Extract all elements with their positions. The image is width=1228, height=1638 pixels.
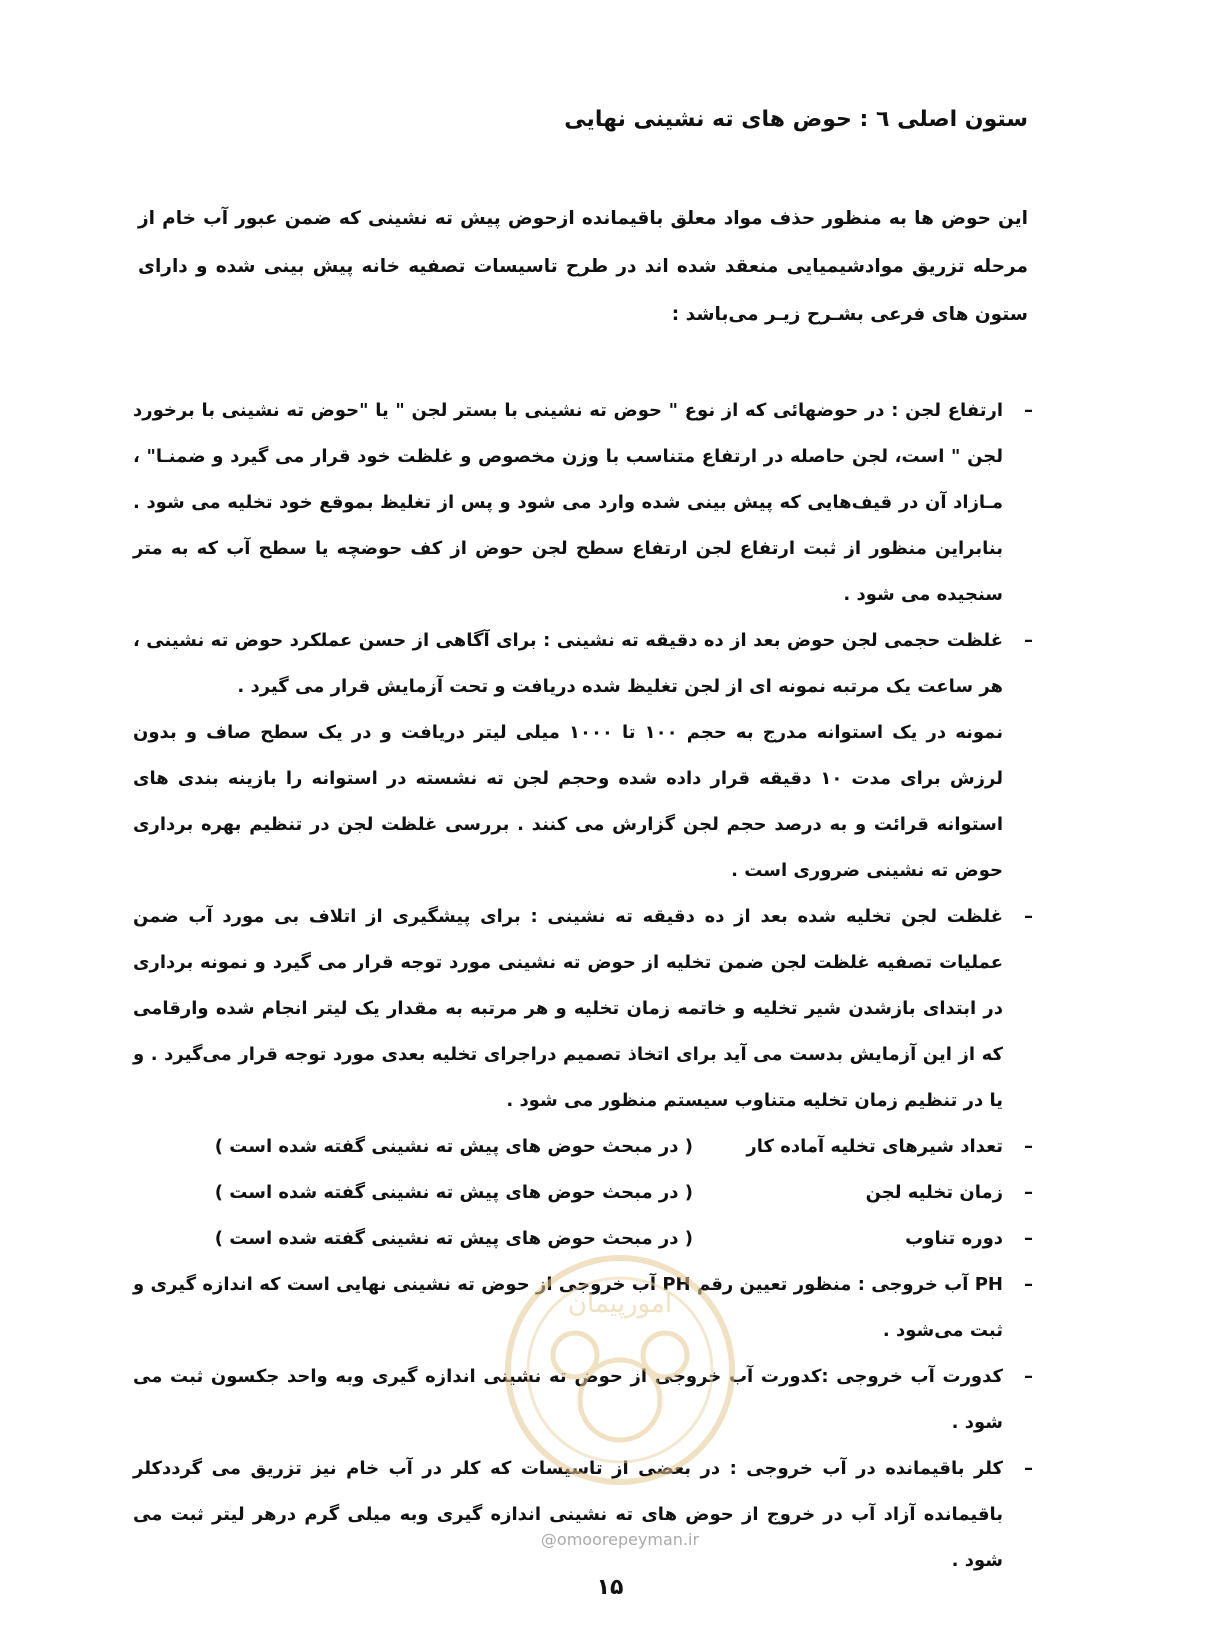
item-text: کدورت آب خروجی :کدورت آب خروجی از حوض ته نشینی اندازه گیری وبه واحد جکسون ثبت می شود . (133, 1366, 1003, 1433)
item-reference: ( در مبحث حوض های پیش ته نشینی گفته شده است ) (214, 1182, 693, 1203)
intro-paragraph: این حوض ها به منظور حذف مواد معلق باقیمانده ازحوض پیش ته نشینی که ضمن عبور آب خام از مرحله تزریق موادشیمیایی منعقد شده اند در طرح تاسیسات تصفیه خانه پیش بینی شده و دارای ستون های فرعی بشـرح زیـر می‌باشد : (138, 208, 1028, 325)
dash-bullet: – (1024, 1458, 1033, 1479)
item-label: زمان تخلیه لجن (865, 1182, 1003, 1203)
item-text: کلر باقیمانده در آب خروجی : در بعضی از تاسیسات که کلر در آب خام نیز تزریق می گرددکلر باقیمانده آزاد آب در خروج از حوض های ته نشینی اندازه گیری وبه میلی گرم درهر لیتر ثبت می شود . (133, 1458, 1003, 1571)
site-url: @omoorepeyman.ir (540, 1530, 700, 1549)
page-number: ١۵ (596, 1575, 624, 1600)
list-item (133, 1170, 1033, 1216)
item-text: غلظت لجن تخلیه شده بعد از ده دقیقه ته نشینی : برای پیشگیری از اتلاف بی مورد آب ضمن عملیات تصفیه غلظت لجن ضمن تخلیه از حوض ته نشینی مورد توجه قرار می گیرد و نمونه برداری در ابتدای بازشدن شیر تخلیه و خاتمه زمان تخلیه و هر مرتبه به مقدار یک لیتر انجام شده وارقامی که از این آزمایش بدست می آید برای اتخاذ تصمیم دراجرای تخلیه بعدی مورد توجه قرار می‌گیرد . و یا در تنظیم زمان تخلیه متناوب سیستم منظور می شود . (133, 906, 1003, 1111)
dash-bullet: – (1024, 1366, 1033, 1387)
section-heading: ستون اصلی ٦ : حوض های ته نشینی نهایی (564, 107, 1028, 132)
watermark-seal (500, 1250, 740, 1490)
dash-bullet: – (1024, 1228, 1033, 1249)
list-item (133, 388, 1033, 618)
list-item (133, 894, 1033, 1124)
item-text: PH آب خروجی : منظور تعیین رقم PH آب خروجی از حوض ته نشینی نهایی است که اندازه گیری و ثبت می‌شود . (133, 1274, 1003, 1341)
list-item (133, 618, 1033, 710)
dash-bullet: – (1024, 1274, 1033, 1295)
watermark-text: امورپیمان (567, 1289, 673, 1319)
dash-bullet: – (1024, 906, 1033, 927)
dash-bullet: – (1024, 400, 1033, 421)
item-label: دوره تناوب (905, 1228, 1003, 1249)
item-label: تعداد شیرهای تخلیه آماده کار (746, 1136, 1003, 1157)
item-text: غلظت حجمی لجن حوض بعد از ده دقیقه ته نشینی : برای آگاهی از حسن عملکرد حوض ته نشینی ، هر ساعت یک مرتبه نمونه ای از لجن تغلیظ شده دریافت و تحت آزمایش قرار می گیرد . (133, 630, 1003, 697)
item-reference: ( در مبحث حوض های پیش ته نشینی گفته شده است ) (214, 1228, 693, 1249)
dash-bullet: – (1024, 630, 1033, 651)
list-item (133, 1124, 1033, 1170)
dash-bullet: – (1024, 1182, 1033, 1203)
item-text: ارتفاع لجن : در حوضهائی که از نوع " حوض ته نشینی با بستر لجن " یا "حوض ته نشینی با برخورد لجن " است، لجن حاصله در ارتفاع متناسب با وزن مخصوص و غلظت خود قرار می گیرد و ضمنـا" ، مـازاد آن در قیف‌هایی که پیش بینی شده وارد می شود و پس از تغلیظ بموقع خود تخلیه می شود . بنابراین منظور از ثبت ارتفاع لجن ارتفاع سطح لجن حوض از کف حوضچه یا سطح آب که به متر سنجیده می شود . (133, 400, 1003, 605)
sample-paragraph: نمونه در یک استوانه مدرج به حجم ١٠٠ تا ١٠٠٠ میلی لیتر دریافت و در یک سطح صاف و بدون لرزش برای مدت ١٠ دقیقه قرار داده شده وحجم لجن ته نشسته در استوانه را بازینه بندی های استوانه قرائت و به درصد حجم لجن گزارش می کنند . بررسی غلظت لجن در تنظیم بهره برداری حوض ته نشینی ضروری است . (133, 722, 1003, 881)
dash-bullet: – (1024, 1136, 1033, 1157)
item-reference: ( در مبحث حوض های پیش ته نشینی گفته شده است ) (214, 1136, 693, 1157)
